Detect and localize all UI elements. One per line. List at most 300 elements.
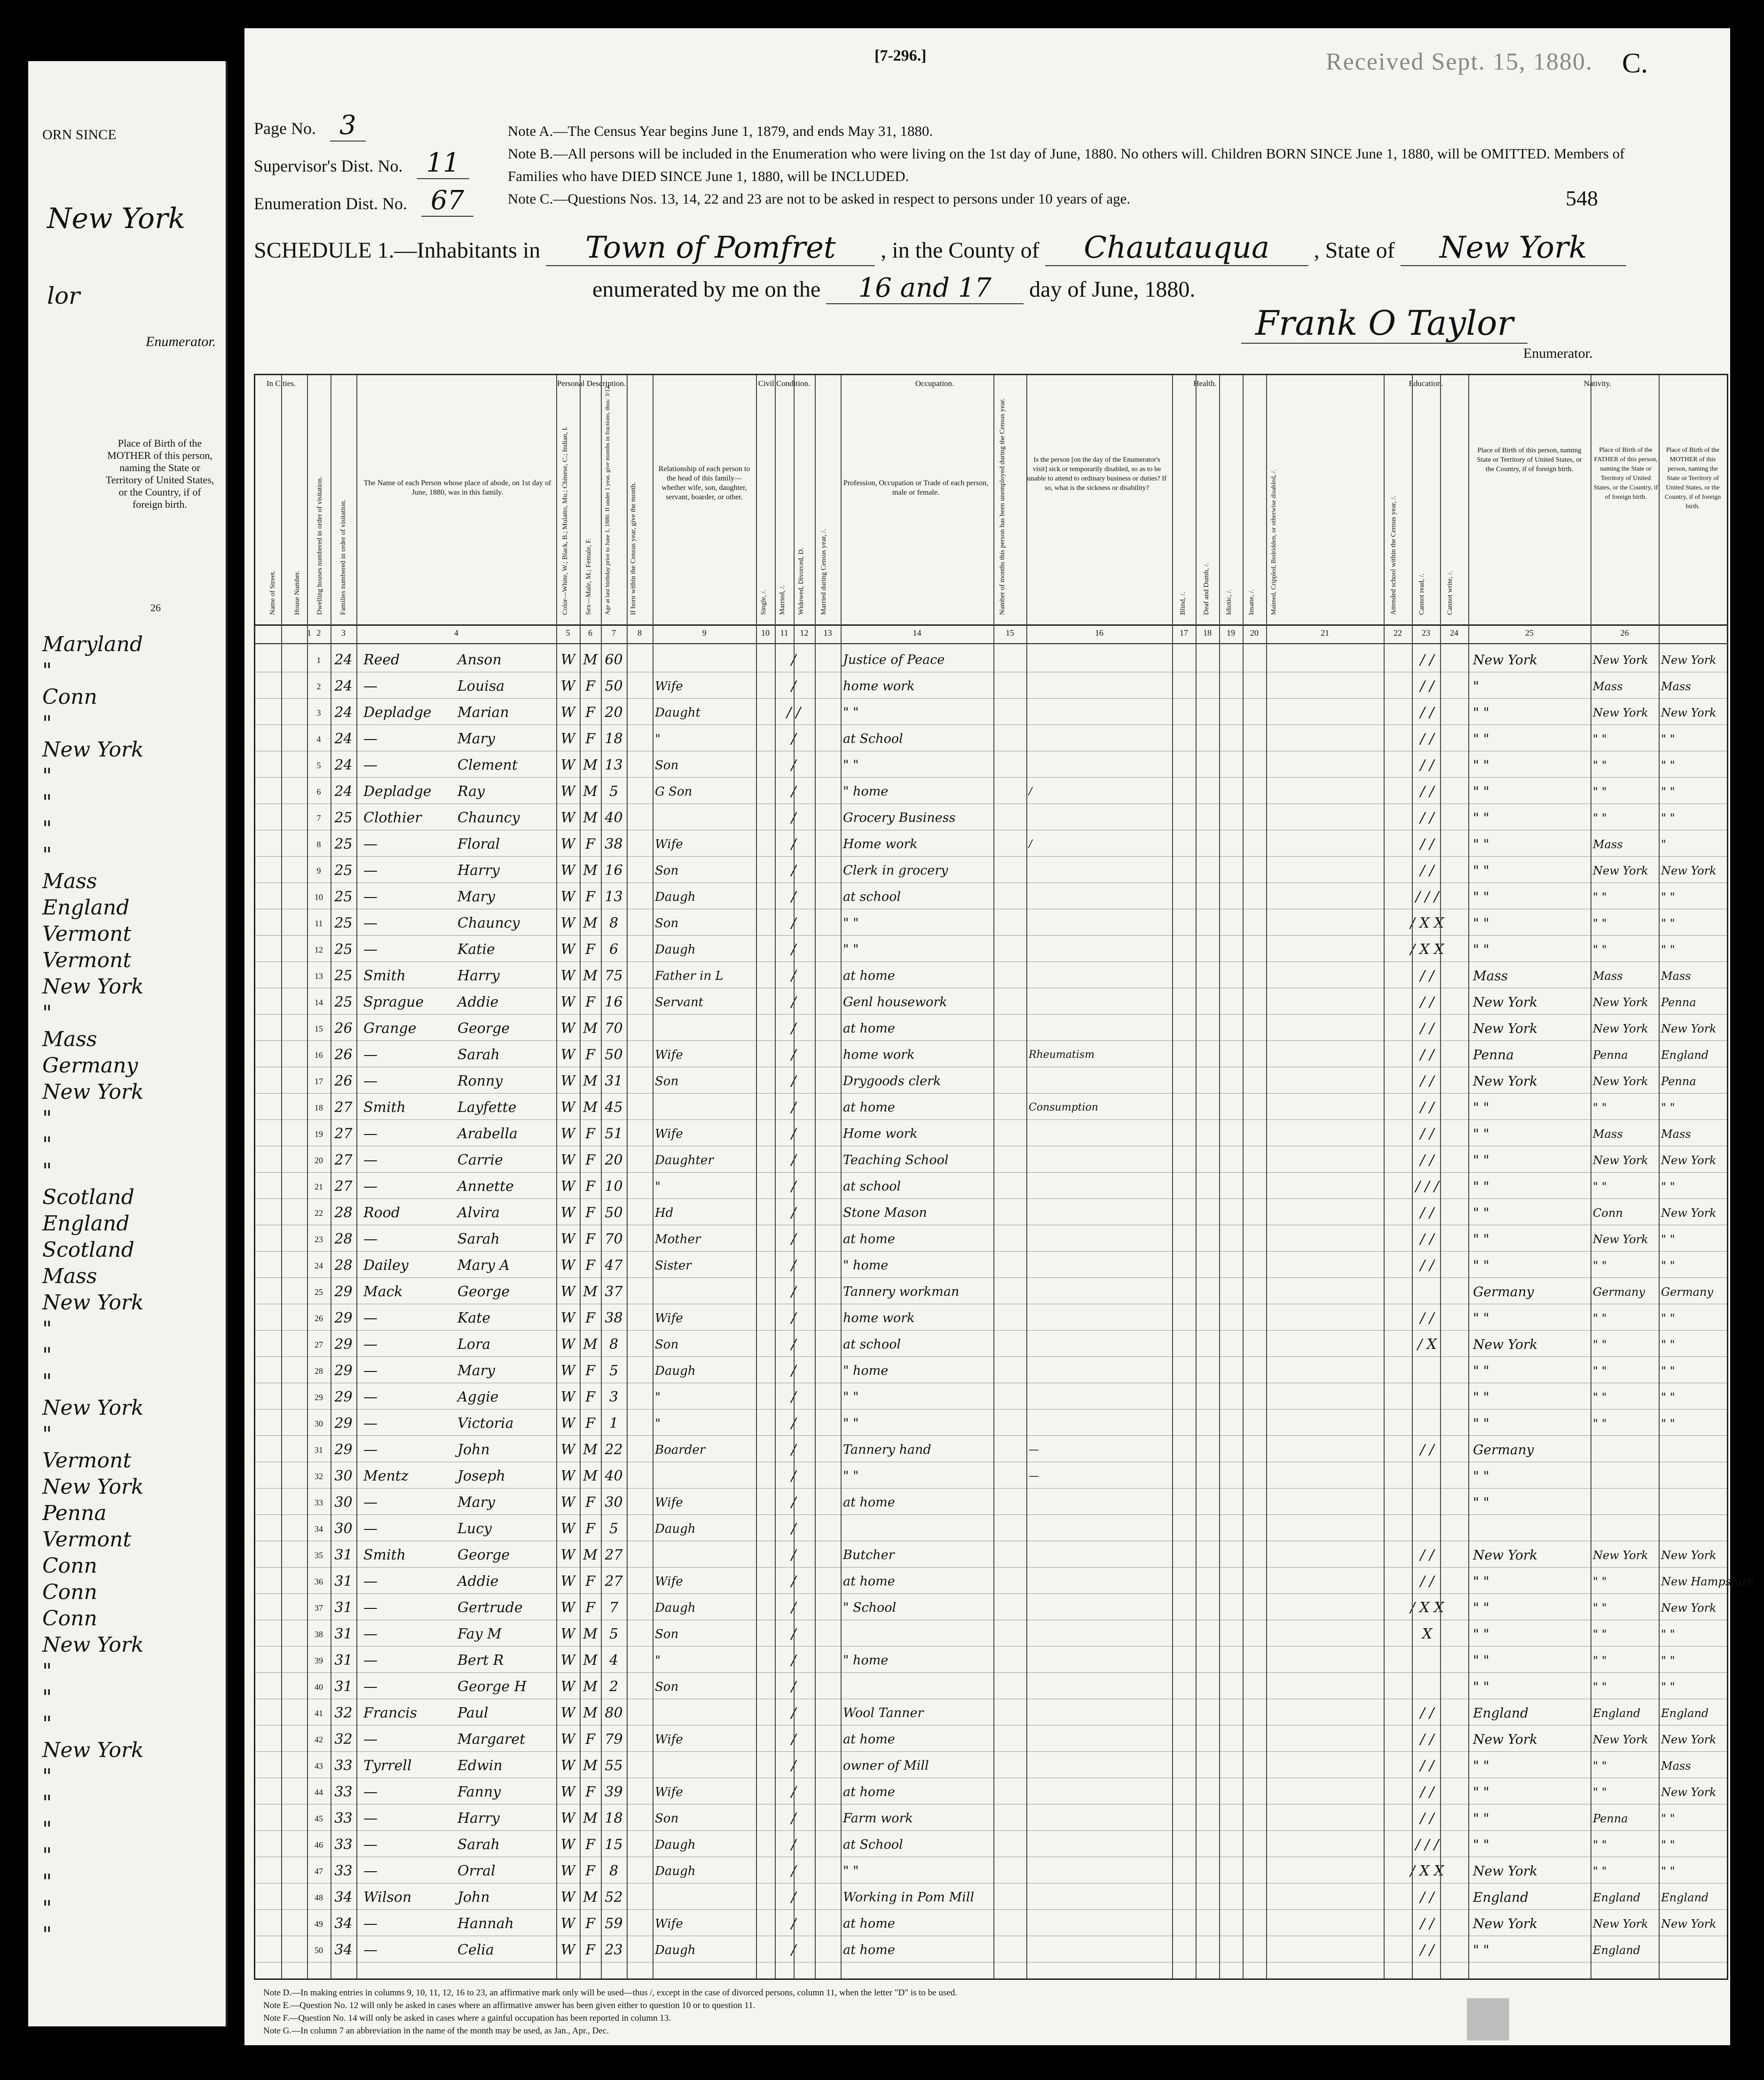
sickness [1029,1699,1170,1725]
table-row [255,1093,1727,1120]
sex: F [585,1521,595,1537]
color: W [560,1073,575,1089]
relationship: Daugh [655,1364,696,1378]
given-name: Harry [457,1810,500,1827]
age: 18 [605,731,623,747]
sickness [1029,1225,1170,1251]
age: 6 [609,941,619,958]
occupation: Butcher [843,1548,895,1562]
census-notes [508,120,1655,210]
birthplace-father: New York [1593,996,1648,1009]
line-number: 16 [315,1050,323,1060]
given-name: George H [457,1678,527,1695]
column-number-24: 24 [1450,628,1458,638]
civil-condition: / [791,810,796,826]
dwelling-number: 33 [334,1836,353,1853]
color: W [560,889,575,905]
civil-condition: / [791,1652,796,1669]
line-number: 42 [315,1735,323,1744]
age: 10 [605,1178,623,1195]
line-number: 35 [315,1551,323,1560]
sickness [1029,1672,1170,1699]
occupation: Clerk in grocery [843,863,948,878]
given-name: George [457,1547,510,1563]
surname: — [363,1836,378,1853]
sickness [1029,698,1170,725]
birthplace-father [1593,1462,1659,1488]
civil-condition: / [791,862,796,879]
occupation: Grocery Business [843,811,956,825]
relationship: Mother [655,1232,701,1246]
column-divider [815,375,816,1978]
color: W [560,1415,575,1432]
column-number-10: 10 [761,628,770,638]
left-page-col26-num: 26 [150,602,161,614]
dwelling-number: 34 [334,1889,353,1906]
occupation: " " [843,942,859,957]
birthplace-father: " " [1593,1312,1607,1325]
education-marks [1386,1672,1468,1699]
given-name: Paul [457,1705,488,1721]
education-marks: / / [1420,1731,1434,1748]
color: W [560,1468,575,1484]
column-number-22: 22 [1394,628,1402,638]
left-page-entry: Vermont [42,948,132,972]
occupation: Wool Tanner [843,1706,924,1720]
column-divider [841,375,842,1978]
color: W [560,1047,575,1063]
sickness [1029,1330,1170,1356]
given-name: George [457,1284,510,1300]
surname: Smith [363,1099,406,1116]
birthplace-mother: " " [1661,1338,1675,1351]
age: 51 [605,1126,623,1142]
column-number-3: 3 [341,628,346,638]
line-number: 17 [315,1077,323,1086]
birthplace-person: " " [1473,1258,1489,1273]
color: W [560,1573,575,1590]
occupation: at school [843,890,901,904]
sick-header: Is the person [on the day of the Enumerator's visit] sick or temporarily disabled, so as to be unable to attend to ordinary business or duties? If so, what is the sickness or disability? [1027,456,1167,492]
education-marks: / / [1420,1442,1434,1458]
sex: F [585,1784,595,1800]
district-numbers [254,108,473,221]
color: W [560,1915,575,1932]
birthplace-mother: New York [1661,1601,1717,1615]
sex: F [585,941,595,958]
civil-condition: / [791,1126,796,1142]
birthplace-father: " " [1593,1601,1607,1615]
sickness [1029,1936,1170,1962]
left-page-col26-header: Place of Birth of the MOTHER of this person, naming the State or Territory of United States, or the Country, if of foreign birth. [105,437,214,510]
dwelling-number: 29 [334,1442,353,1458]
civil-condition: / [791,731,796,747]
birthplace-father: New York [1593,1233,1648,1246]
table-row [255,988,1727,1015]
given-name: Harry [457,968,500,984]
surname: Reed [363,652,400,668]
age: 4 [609,1652,619,1669]
dwelling-number: 31 [334,1652,353,1669]
given-name: Mary [457,889,495,905]
education-marks: / / [1420,678,1434,694]
civil-condition: / [791,941,796,958]
in-cities-header: In Cities. [266,379,296,388]
table-row [255,1778,1727,1804]
column-number-5: 5 [566,628,570,638]
color: W [560,994,575,1010]
sickness [1029,1383,1170,1409]
line-number: 20 [315,1156,323,1165]
birthplace-person: New York [1473,652,1538,668]
birthplace-father: " " [1593,812,1607,825]
age: 1 [609,1415,619,1432]
relationship: Daugh [655,890,696,904]
sex: F [585,1915,595,1932]
age: 47 [605,1257,623,1274]
sickness [1029,1356,1170,1383]
sickness: / [1029,838,1032,850]
color-header: Color—White, W.; Black, B.; Mulatto, Mu.; Chinese, C.; Indian, I. [561,426,569,615]
education-marks: / / [1420,994,1434,1010]
occupation: " " [843,705,859,720]
dwelling-number: 24 [334,757,353,773]
sex: F [585,889,595,905]
line-number: 22 [315,1208,323,1218]
column-divider [1026,375,1027,1978]
table-row [255,1593,1727,1620]
birthplace-mother [1661,1435,1726,1462]
education-marks: X [1422,1626,1433,1642]
table-row [255,1435,1727,1462]
table-row [255,935,1727,962]
dwelling-number: 26 [334,1047,353,1063]
line-number: 13 [315,971,323,981]
dwelling-number: 25 [334,810,353,826]
dwelling-number: 32 [334,1705,353,1721]
surname: — [363,1573,378,1590]
birthplace-mother: " " [1661,917,1675,930]
age: 59 [605,1915,623,1932]
civil-condition: / [791,889,796,905]
table-row [255,672,1727,699]
relationship: Daugh [655,1522,696,1536]
occupation-group-header: Occupation. [915,379,954,388]
sickness [1029,1409,1170,1435]
birthplace-mother: " " [1661,1312,1675,1325]
education-marks: / X X [1410,1599,1444,1616]
single-header: Single, /. [760,590,767,615]
age: 13 [605,889,623,905]
table-row [255,856,1727,883]
surname: — [363,941,378,958]
birthplace-mother: Mass [1661,969,1691,983]
color: W [560,1810,575,1827]
surname: Rood [363,1205,400,1221]
surname: — [363,1073,378,1089]
occupation: " " [843,916,859,930]
birthplace-mother: Germany [1661,1285,1713,1299]
civil-condition: / [791,1784,796,1800]
color: W [560,1889,575,1906]
civil-condition: / [791,1494,796,1511]
education-marks: / / [1420,1020,1434,1037]
dwelling-number: 25 [334,836,353,852]
civil-condition: / [791,1731,796,1748]
color: W [560,1731,575,1748]
birthplace-father: Mass [1593,838,1623,851]
civil-condition: / [791,1599,796,1616]
birthplace-mother: " " [1661,1628,1675,1641]
sickness [1029,988,1170,1014]
table-row [255,1909,1727,1936]
line-number: 30 [315,1419,323,1428]
relationship: Wife [655,1127,683,1141]
sex: F [585,1257,595,1274]
occupation: " " [843,1469,859,1483]
occupation: Teaching School [843,1153,949,1167]
birthplace-person: " " [1473,757,1489,773]
birthplace-father: " " [1593,1865,1607,1878]
education-marks: / / [1420,1915,1434,1932]
dwelling-number: 25 [334,941,353,958]
left-page-entry: " [42,817,52,841]
line-number: 18 [315,1103,323,1112]
birthplace-father: " " [1593,1680,1607,1694]
left-page-entry: " [42,764,52,788]
relationship: Son [655,916,679,930]
civil-condition: / [791,1047,796,1063]
occupation: " home [843,1363,889,1378]
birthplace-father: " " [1593,1575,1607,1588]
civil-condition: / [791,783,796,800]
color: W [560,1205,575,1221]
personal-header: Personal Description. [557,379,626,388]
birthplace-father: Penna [1593,1812,1628,1825]
occupation-header: Profession, Occupation or Trade of each person, male or female. [843,479,989,496]
column-divider [653,375,654,1978]
birthplace-mother: " " [1661,943,1675,956]
sheet-number: 548 [1566,186,1598,210]
table-row [255,1304,1727,1331]
sickness [1029,1804,1170,1830]
left-page-signature-fragment: lor [47,282,80,309]
widowed-header: Widowed, Divorced, D. [797,547,805,615]
birthplace-mother: New York [1661,1917,1717,1930]
dwelling-number: 27 [334,1126,353,1142]
line-number: 25 [315,1287,323,1297]
education-marks: / X X [1410,1863,1444,1879]
civil-condition: / [791,1020,796,1037]
civil-condition: / [791,1336,796,1353]
given-name: Orral [457,1863,496,1879]
occupation: home work [843,1048,915,1062]
sex: F [585,1047,595,1063]
column-divider [307,375,308,1978]
birthplace-mother: " " [1661,759,1675,772]
birthplace-person: England [1473,1705,1529,1721]
given-name: George [457,1020,510,1037]
birthplace-mother: New York [1661,654,1717,667]
civil-condition: / [791,1573,796,1590]
dwelling-number: 25 [334,915,353,931]
age: 16 [605,994,623,1010]
civil-condition: / [791,1310,796,1326]
birthplace-person: " " [1473,1468,1489,1484]
line-number: 39 [315,1656,323,1665]
left-page-entry: " [42,1370,52,1394]
birth-father-header: Place of Birth of the FATHER of this person, naming the State or Territory of United States, or the Country, if of foreign birth. [1593,447,1658,501]
column-divider [627,375,628,1978]
sex: F [585,1731,595,1748]
civil-condition: / [791,1415,796,1432]
left-page-entry: New York [42,1291,144,1315]
column-divider [356,375,357,1978]
table-row [255,1804,1727,1831]
color: W [560,1257,575,1274]
enumerated-label: enumerated by me on the [592,277,821,302]
relationship: Son [655,864,679,878]
birthplace-person: Mass [1473,968,1508,984]
column-number-6: 6 [588,628,592,638]
education-marks: / / [1420,1810,1434,1827]
age: 8 [609,1863,619,1879]
color: W [560,731,575,747]
page-letter: C. [1622,47,1648,79]
line-number: 12 [315,945,323,954]
relationship [655,646,754,672]
line-number: 26 [315,1314,323,1323]
stamp-mark [1467,1998,1509,2041]
surname: — [363,862,378,879]
birthplace-mother: " " [1661,1838,1675,1852]
birthplace-mother: " " [1661,1180,1675,1193]
page-no-label: Page No. [254,119,316,138]
table-row [255,1383,1727,1410]
line-number: 48 [315,1893,323,1902]
families-header: Families numbered in order of visitation. [339,499,347,615]
civil-condition: / [791,1231,796,1247]
surname: — [363,1652,378,1669]
dwelling-number: 28 [334,1231,353,1247]
education-group-header: Education. [1409,379,1443,388]
birthplace-person: " " [1473,1152,1489,1168]
birthplace-person: " " [1473,1758,1489,1773]
color: W [560,1652,575,1669]
given-name: Clement [457,757,518,773]
dwelling-number: 31 [334,1626,353,1642]
birthplace-father: Mass [1593,1127,1623,1141]
birthplace-person: New York [1473,1863,1538,1879]
sex: F [585,1942,595,1958]
color: W [560,1626,575,1642]
table-row [255,1146,1727,1173]
cannot-read-header: Cannot read, /. [1418,573,1425,615]
given-name: Joseph [457,1468,505,1484]
left-page-entry: Scotland [42,1185,134,1209]
deaf-header: Deaf and Dumb, /. [1203,562,1210,615]
note-d: Note D.—In making entries in columns 9, 10, 11, 12, 16 to 23, an affirmative mark only will be used—thus /, except in the case of divorced persons, column 11, when the letter "D" is to be used. [263,1988,957,1998]
age: 23 [605,1942,623,1958]
occupation: Genl housework [843,995,947,1009]
dwelling-header: Dwelling houses numbered in order of visitation. [316,476,323,615]
age: 5 [609,1521,619,1537]
left-page-entry: Maryland [42,632,143,656]
dwelling-number: 30 [334,1494,353,1511]
sex-header: Sex—Male, M.; Female, F. [585,538,592,615]
table-row [255,1119,1727,1146]
surname: — [363,1626,378,1642]
education-marks: / / [1420,836,1434,852]
color: W [560,1178,575,1195]
left-page-entry: New York [42,1475,144,1499]
sex: M [583,1678,598,1695]
birthplace-mother: " " [1661,1391,1675,1404]
given-name: Lora [457,1336,491,1353]
birthplace-father: Mass [1593,680,1623,693]
schedule-line [254,230,1626,266]
color: W [560,1389,575,1405]
age: 31 [605,1073,623,1089]
dwelling-number: 30 [334,1468,353,1484]
birthplace-person: " " [1473,1231,1489,1247]
table-row [255,1330,1727,1357]
civil-condition: / [791,1705,796,1721]
line-number: 34 [315,1524,323,1534]
color: W [560,1126,575,1142]
age: 18 [605,1810,623,1827]
birthplace-father: New York [1593,1075,1648,1088]
birthplace-mother: " " [1661,812,1675,825]
sickness [1029,961,1170,988]
occupation: at School [843,732,903,746]
sex: M [583,1099,598,1116]
relationship: Son [655,1627,679,1641]
education-marks: / / [1420,862,1434,879]
surname: — [363,1178,378,1195]
table-row [255,909,1727,936]
given-name: John [457,1442,490,1458]
civil-condition: / [791,994,796,1010]
education-marks: / / [1420,1231,1434,1247]
occupation: at home [843,1785,895,1799]
age: 8 [609,1336,619,1353]
sex: F [585,1836,595,1853]
dwelling-number: 25 [334,862,353,879]
left-page-entry: " [42,1106,52,1130]
color: W [560,1705,575,1721]
surname: — [363,1389,378,1405]
footnotes [263,1986,1392,2037]
relationship [655,1093,754,1119]
birthplace-father: " " [1593,1838,1607,1852]
birthplace-mother: " " [1661,1364,1675,1378]
note-f: Note F.—Question No. 14 will only be asked in cases where a gainful occupation has been reported in column 13. [263,2013,671,2023]
civil-condition: / [791,1863,796,1879]
birthplace-mother: New York [1661,706,1717,719]
color: W [560,1231,575,1247]
column-number-7: 7 [612,628,616,638]
age: 75 [605,968,623,984]
education-marks [1386,1514,1468,1541]
education-marks: / / / [1415,1178,1439,1195]
column-divider [281,375,282,1978]
birthplace-father: New York [1593,706,1648,719]
education-marks: / / [1420,1073,1434,1089]
color: W [560,704,575,721]
line-number: 8 [316,840,321,849]
enumeration-value: 67 [421,185,473,217]
